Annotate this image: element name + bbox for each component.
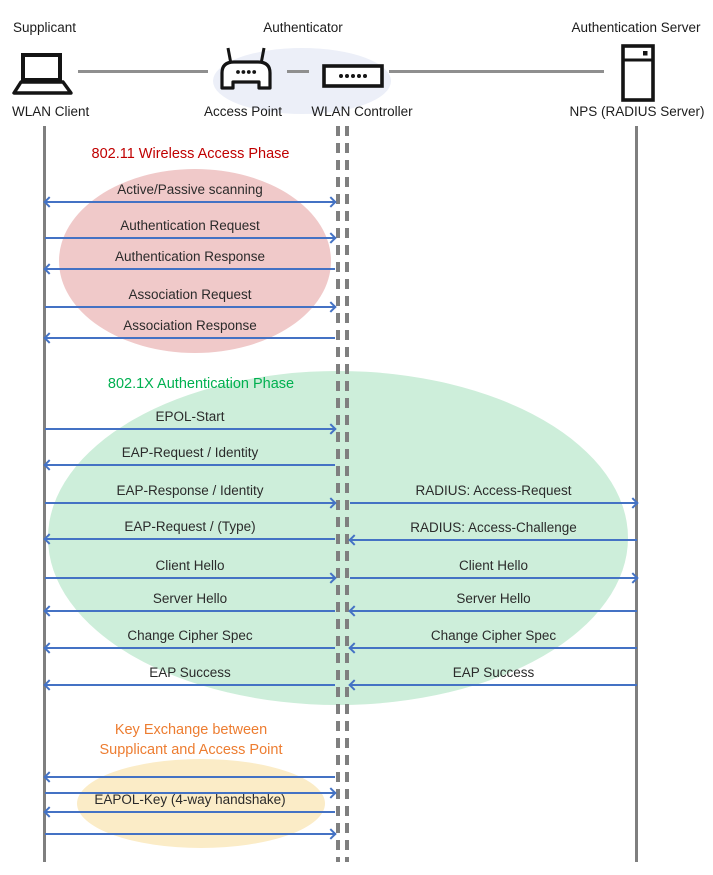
message-label: EAP Success	[452, 665, 535, 680]
message-arrow-left	[350, 647, 637, 649]
role-authenticator: Authenticator	[263, 20, 343, 35]
device-label-nps: NPS (RADIUS Server)	[569, 104, 705, 119]
message-label: Active/Passive scanning	[117, 182, 263, 197]
message-arrow-right	[45, 833, 335, 835]
message-arrow-left	[45, 268, 335, 270]
message-arrow-left	[45, 684, 335, 686]
message-label: EAP-Request / (Type)	[124, 519, 256, 534]
message-arrow-both	[45, 201, 335, 203]
device-label-wlan-controller: WLAN Controller	[311, 104, 413, 119]
phase3-title-line1: Key Exchange between	[114, 722, 268, 738]
message-arrow-left	[45, 337, 335, 339]
message-arrow-left	[45, 811, 335, 813]
message-arrow-left	[45, 538, 335, 540]
message-arrow-left	[350, 684, 637, 686]
arrowhead-right-icon	[325, 828, 336, 839]
message-label: Association Request	[128, 287, 252, 302]
message-label: Change Cipher Spec	[430, 628, 557, 643]
message-arrow-left	[45, 647, 335, 649]
message-label: RADIUS: Access-Request	[415, 483, 572, 498]
message-arrow-left	[350, 539, 637, 541]
message-arrow-right	[350, 502, 637, 504]
message-arrow-right	[45, 306, 335, 308]
role-supplicant: Supplicant	[13, 20, 77, 35]
message-arrow-right	[350, 577, 637, 579]
message-label: Authentication Response	[114, 249, 266, 264]
phase3-title-line2: Supplicant and Access Point	[99, 741, 283, 758]
message-label: Client Hello	[458, 558, 529, 573]
message-label: RADIUS: Access-Challenge	[410, 520, 577, 535]
message-arrow-right	[45, 237, 335, 239]
message-label: EAP-Request / Identity	[121, 445, 259, 460]
message-label: EPOL-Start	[155, 409, 225, 424]
message-label: Change Cipher Spec	[127, 628, 253, 643]
role-authentication-server: Authentication Server	[571, 20, 701, 35]
message-label: Client Hello	[155, 558, 225, 573]
message-label: Authentication Request	[120, 218, 260, 233]
device-label-wlan-client: WLAN Client	[12, 104, 90, 119]
message-arrow-left	[45, 776, 335, 778]
message-label: Association Response	[123, 318, 257, 333]
phase1-title: 802.11 Wireless Access Phase	[91, 146, 290, 162]
message-arrow-left	[45, 464, 335, 466]
message-label: EAP Success	[149, 665, 231, 680]
message-label: EAP-Response / Identity	[116, 483, 264, 498]
message-label: Server Hello	[456, 591, 531, 606]
message-arrow-right	[45, 577, 335, 579]
message-arrow-left	[350, 610, 637, 612]
message-label: Server Hello	[152, 591, 228, 606]
message-label: EAPOL-Key (4-way handshake)	[94, 792, 286, 807]
message-arrow-left	[45, 610, 335, 612]
message-arrow-right	[45, 428, 335, 430]
arrowhead-left-icon	[43, 771, 54, 782]
message-arrow-right	[45, 502, 335, 504]
phase2-title: 802.1X Authentication Phase	[107, 376, 295, 392]
device-label-access-point: Access Point	[203, 104, 283, 119]
